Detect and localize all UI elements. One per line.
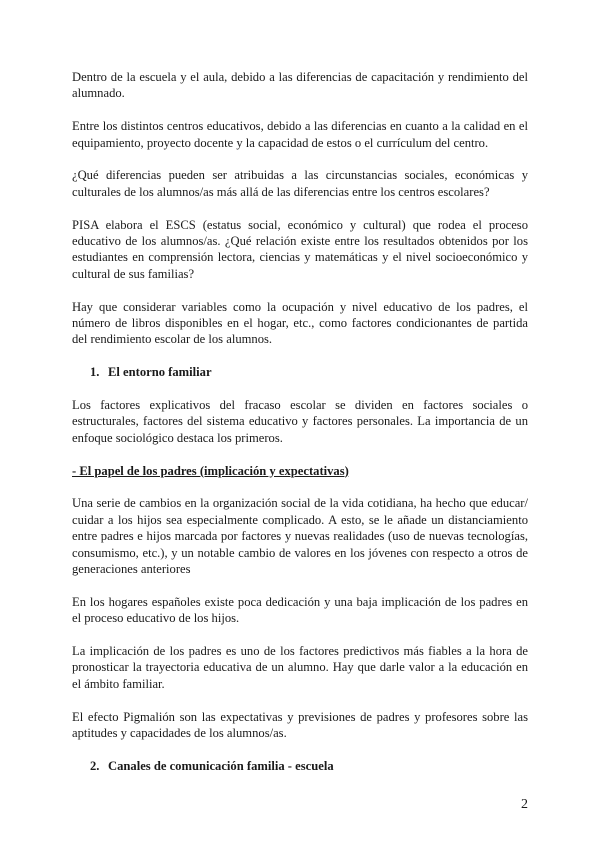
paragraph-spanish-homes: En los hogares españoles existe poca dedicación y una baja implicación de los padres en el proceso educativo de los hijos. [72, 594, 528, 626]
section-heading-1 [72, 364, 528, 380]
document-body [72, 69, 528, 774]
paragraph-variables: Hay que considerar variables como la ocupación y nivel educativo de los padres, el número de libros disponibles en el hogar, etc., como factores condicionantes de partida del rendimiento escolar de los alumnos. [72, 299, 528, 347]
paragraph-factors: Los factores explicativos del fracaso escolar se dividen en factores sociales o estructurales, factores del sistema educativo y factores personales. La importancia de un enfoque sociológico destaca los primeros. [72, 398, 528, 445]
page-number: 2 [521, 797, 528, 812]
paragraph-parent-involvement: La implicación de los padres es uno de los factores predictivos más fiables a la hora de pronosticar la trayectoria educativa de un alumno. Hay que darle valor a la educación en el ámbito familiar. [72, 644, 528, 691]
paragraph-question: ¿Qué diferencias pueden ser atribuidas a las circunstancias sociales, económicas y culturales de los alumnos/as más allá de las diferencias entre los centros escolares? [72, 168, 528, 199]
section-heading-2 [72, 758, 528, 774]
paragraph-intra-school: Dentro de la escuela y el aula, debido a las diferencias de capacitación y rendimiento del alumnado. [72, 70, 528, 101]
section-number: 1. [90, 365, 100, 380]
paragraph-pygmalion: El efecto Pigmalión son las expectativas y previsiones de padres y profesores sobre las aptitudes y capacidades de los alumnos/as. [72, 709, 528, 741]
section-number: 2. [90, 758, 100, 773]
paragraph-social-changes: Una serie de cambios en la organización social de la vida cotidiana, ha hecho que educar/ cuidar a los hijos sea especialmente complicado. A esto, se le añade un distanciamiento entre padres e hijos marcada por factores y nuevas realidades (uso de nuevas tecnologías, consumismo, etc.), y un notable cambio de valores en los jóvenes con respecto a otros de generaciones anteriores [72, 496, 528, 577]
paragraph-pisa: PISA elabora el ESCS (estatus social, económico y cultural) que rodea el proceso educativo de los alumnos/as. ¿Qué relación existe entre los resultados obtenidos por los estudiantes en comprensión lectora, ciencias y matemáticas y el nivel socioeconómico y cultural de sus familias? [72, 217, 528, 281]
paragraph-between-schools: Entre los distintos centros educativos, debido a las diferencias en cuanto a la calidad en el equipamiento, proyecto docente y la capacidad de estos o el currículum del centro. [72, 119, 528, 150]
subsection-heading: - El papel de los padres (implicación y expectativas) [72, 463, 349, 478]
section-title: Canales de comunicación familia - escuela [108, 758, 334, 773]
section-title: El entorno familiar [108, 365, 212, 380]
